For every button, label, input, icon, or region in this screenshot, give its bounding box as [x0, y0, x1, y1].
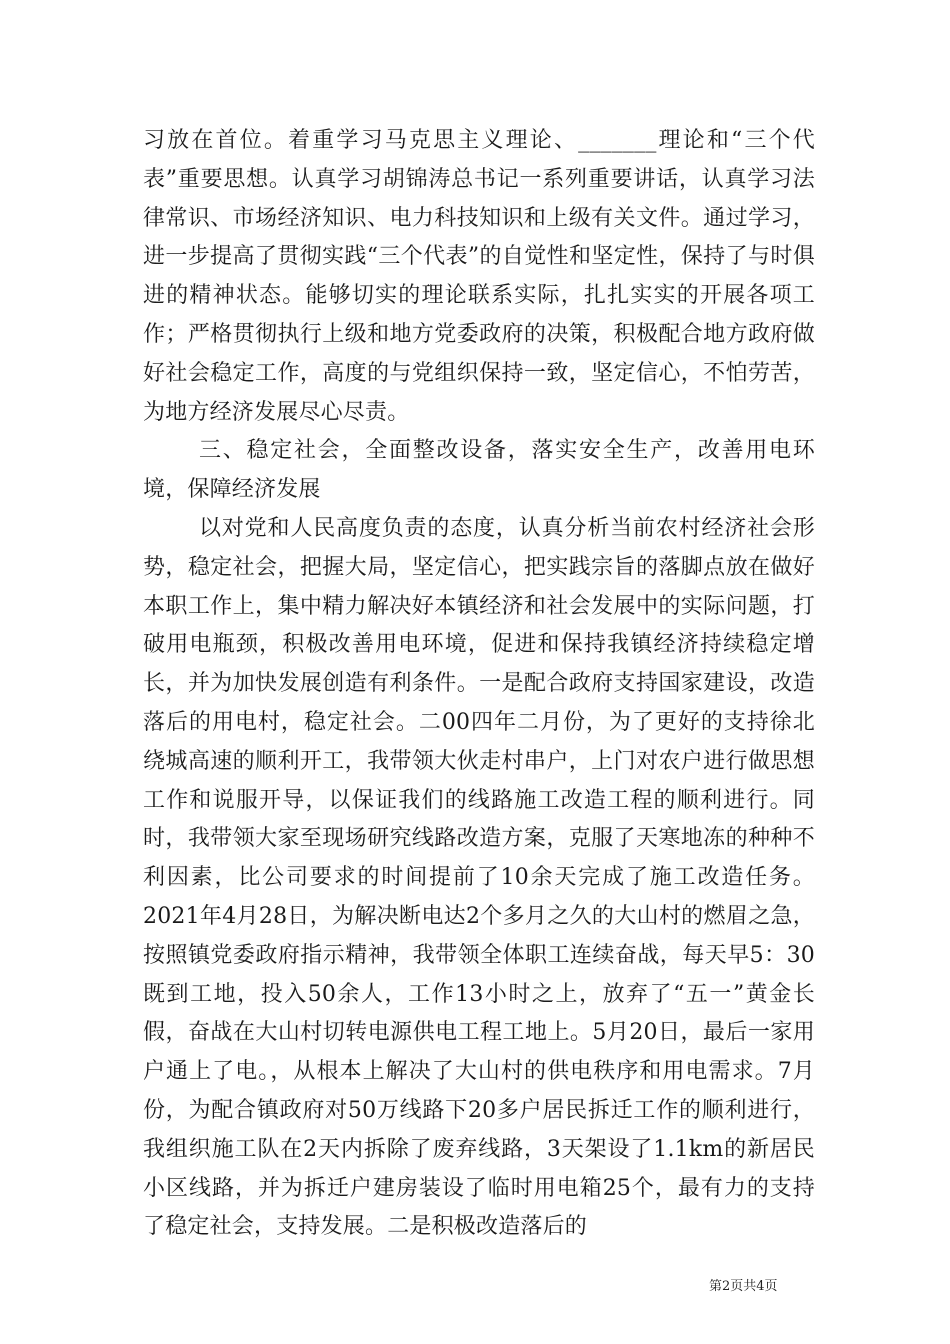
- document-body: [143, 122, 815, 1247]
- paragraph-stability: 以对党和人民高度负责的态度，认真分析当前农村经济社会形势，稳定社会，把握大局，坚定信心，把实践宗旨的落脚点放在做好本职工作上，集中精力解决好本镇经济和社会发展中的实际问题，打破用电瓶颈，积极改善用电环境，促进和保持我镇经济持续稳定增长，并为加快发展创造有利条件。一是配合政府支持国家建设，改造落后的用电村，稳定社会。二00四年二月份，为了更好的支持徐北绕城高速的顺利开工，我带领大伙走村串户，上门对农户进行做思想工作和说服开导，以保证我们的线路施工改造工程的顺利进行。同时，我带领大家至现场研究线路改造方案，克服了天寒地冻的种种不利因素，比公司要求的时间提前了10余天完成了施工改造任务。2021年4月28日，为解决断电达2个多月之久的大山村的燃眉之急，按照镇党委政府指示精神，我带领全体职工连续奋战，每天早5：30既到工地，投入50余人，工作13小时之上，放弃了“五一”黄金长假，奋战在大山村切转电源供电工程工地上。5月20日，最后一家用户通上了电。，从根本上解决了大山村的供电秩序和用电需求。7月份，为配合镇政府对50万线路下20多户居民拆迁工作的顺利进行，我组织施工队在2天内拆除了废弃线路，3天架设了1.1km的新居民小区线路，并为拆迁户建房装设了临时用电箱25个，最有力的支持了稳定社会，支持发展。二是积极改造落后的: [143, 515, 815, 1240]
- page-number: 第2页共4页: [709, 1279, 778, 1294]
- section-heading: 三、稳定社会，全面整改设备，落实安全生产，改善用电环境，保障经济发展: [143, 438, 815, 503]
- paragraph-study: 习放在首位。着重学习马克思主义理论、_______理论和“三个代表”重要思想。认真学习胡锦涛总书记一系列重要讲话，认真学习法律常识、市场经济知识、电力科技知识和上级有关文件。通过学习，进一步提高了贯彻实践“三个代表”的自觉性和坚定性，保持了与时俱进的精神状态。能够切实的理论联系实际，扎扎实实的开展各项工作；严格贯彻执行上级和地方党委政府的决策，积极配合地方政府做好社会稳定工作，高度的与党组织保持一致，坚定信心，不怕劳苦，为地方经济发展尽心尽责。: [143, 128, 815, 425]
